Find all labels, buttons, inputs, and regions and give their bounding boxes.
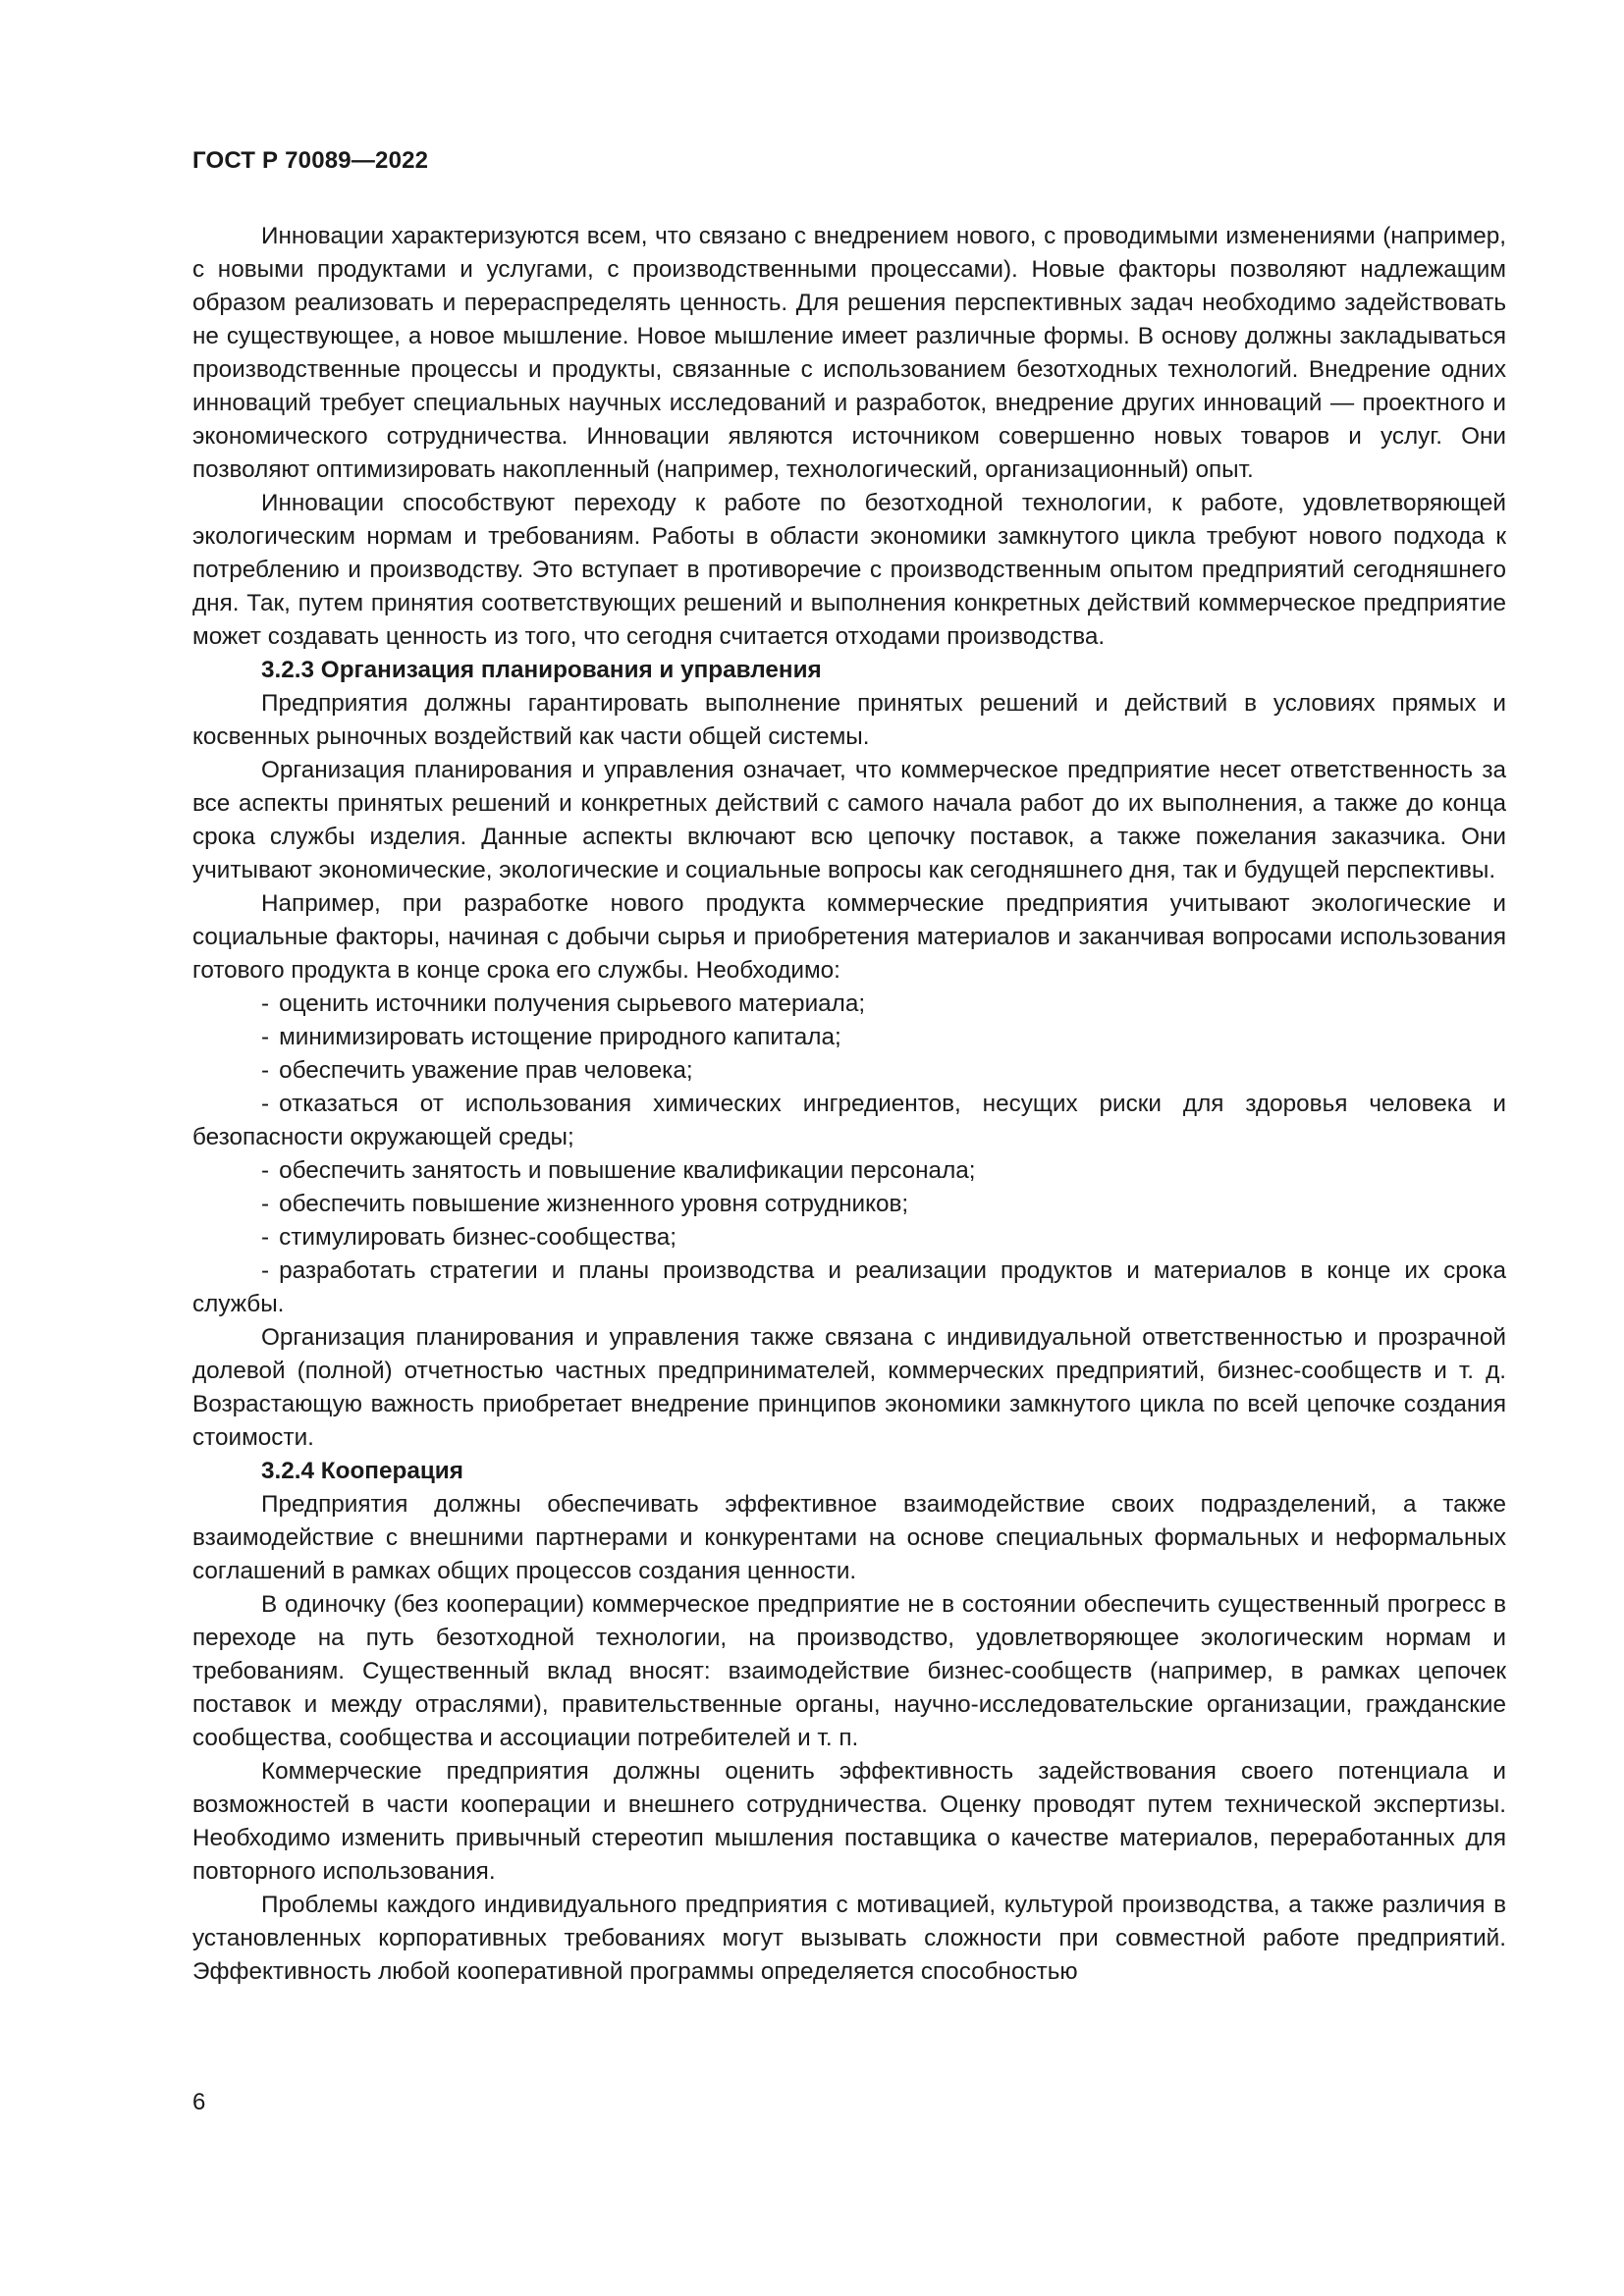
paragraph: Проблемы каждого индивидуального предприятия с мотивацией, культурой производства, а также различия в установленных корпоративных требованиях могут вызывать сложности при совместной работе предприятий. Эффективность любой кооперативной программы определяется способностью [192,1892,1506,1985]
list-dash: - [261,990,270,1017]
paragraph: Предприятия должны гарантировать выполнение принятых решений и действий в условиях прямых и косвенных рыночных воздействий как части общей системы. [192,690,1506,750]
paragraph: Например, при разработке нового продукта коммерческие предприятия учитывают экологические и социальные факторы, начиная с добычи сырья и приобретения материалов и заканчивая вопросами использования готового продукта в конце срока его службы. Необходимо: [192,890,1506,984]
list-item: - оценить источники получения сырьевого материала; [192,988,1506,1021]
list-item: - обеспечить повышение жизненного уровня сотрудников; [192,1188,1506,1221]
document-header: ГОСТ Р 70089—2022 [192,147,429,174]
paragraph: В одиночку (без кооперации) коммерческое предприятие не в состоянии обеспечить существенный прогресс в переходе на путь безотходной технологии, на производство, удовлетворяющее экологическим нормам и требованиям. Существенный вклад вносят: взаимодействие бизнес-сообществ (например, в рамках цепочек поставок и между отраслями), правительственные органы, научно-исследовательские организации, гражданские сообщества, сообщества и ассоциации потребителей и т. п. [192,1591,1506,1751]
list-item: - обеспечить уважение прав человека; [192,1054,1506,1088]
page-body [192,220,1506,1989]
list-item: - обеспечить занятость и повышение квалификации персонала; [192,1154,1506,1188]
list-dash: - [261,1091,270,1117]
requirements-list [192,988,1506,1321]
list-dash: - [261,1191,270,1217]
paragraph: Коммерческие предприятия должны оценить эффективность задействования своего потенциала и возможностей в части кооперации и внешнего сотрудничества. Оценку проводят путем технической экспертизы. Необходимо изменить привычный стереотип мышления поставщика о качестве материалов, переработанных для повторного использования. [192,1758,1506,1885]
section-heading-3-2-4: 3.2.4 Кооперация [261,1458,463,1484]
list-item: - отказаться от использования химических ингредиентов, несущих риски для здоровья человека и безопасности окружающей среды; [192,1088,1506,1154]
paragraph: Инновации характеризуются всем, что связано с внедрением нового, с проводимыми изменениями (например, с новыми продуктами и услугами, с производственными процессами). Новые факторы позволяют надлежащим образом реализовать и перераспределять ценность. Для решения перспективных задач необходимо задействовать не существующее, а новое мышление. Новое мышление имеет различные формы. В основу должны закладываться производственные процессы и продукты, связанные с использованием безотходных технологий. Внедрение одних инноваций требует специальных научных исследований и разработок, внедрение других инноваций — проектного и экономического сотрудничества. Инновации являются источником совершенно новых товаров и услуг. Они позволяют оптимизировать накопленный (например, технологический, организационный) опыт. [192,223,1506,483]
paragraph: Организация планирования и управления также связана с индивидуальной ответственностью и прозрачной долевой (полной) отчетностью частных предпринимателей, коммерческих предприятий, бизнес-сообществ и т. д. Возрастающую важность приобретает внедрение принципов экономики замкнутого цикла по всей цепочке создания стоимости. [192,1324,1506,1451]
list-dash: - [261,1157,270,1184]
section-heading-3-2-3: 3.2.3 Организация планирования и управления [261,657,822,683]
paragraph: Организация планирования и управления означает, что коммерческое предприятие несет ответственность за все аспекты принятых решений и конкретных действий с самого начала работ до их выполнения, а также до конца срока службы изделия. Данные аспекты включают всю цепочку поставок, а также пожелания заказчика. Они учитывают экономические, экологические и социальные вопросы как сегодняшнего дня, так и будущей перспективы. [192,757,1506,883]
list-item: - стимулировать бизнес-сообщества; [192,1221,1506,1255]
list-dash: - [261,1224,270,1251]
list-item: - разработать стратегии и планы производства и реализации продуктов и материалов в конце их срока службы. [192,1255,1506,1321]
list-dash: - [261,1057,270,1084]
paragraph: Инновации способствуют переходу к работе по безотходной технологии, к работе, удовлетворяющей экологическим нормам и требованиям. Работы в области экономики замкнутого цикла требуют нового подхода к потреблению и производству. Это вступает в противоречие с производственным опытом предприятий сегодняшнего дня. Так, путем принятия соответствующих решений и выполнения конкретных действий коммерческое предприятие может создавать ценность из того, что сегодня считается отходами производства. [192,490,1506,650]
page-number: 6 [192,2089,206,2115]
list-dash: - [261,1024,270,1050]
list-item: - минимизировать истощение природного капитала; [192,1021,1506,1054]
paragraph: Предприятия должны обеспечивать эффективное взаимодействие своих подразделений, а также взаимодействие с внешними партнерами и конкурентами на основе специальных формальных и неформальных соглашений в рамках общих процессов создания ценности. [192,1491,1506,1584]
list-dash: - [261,1257,270,1284]
